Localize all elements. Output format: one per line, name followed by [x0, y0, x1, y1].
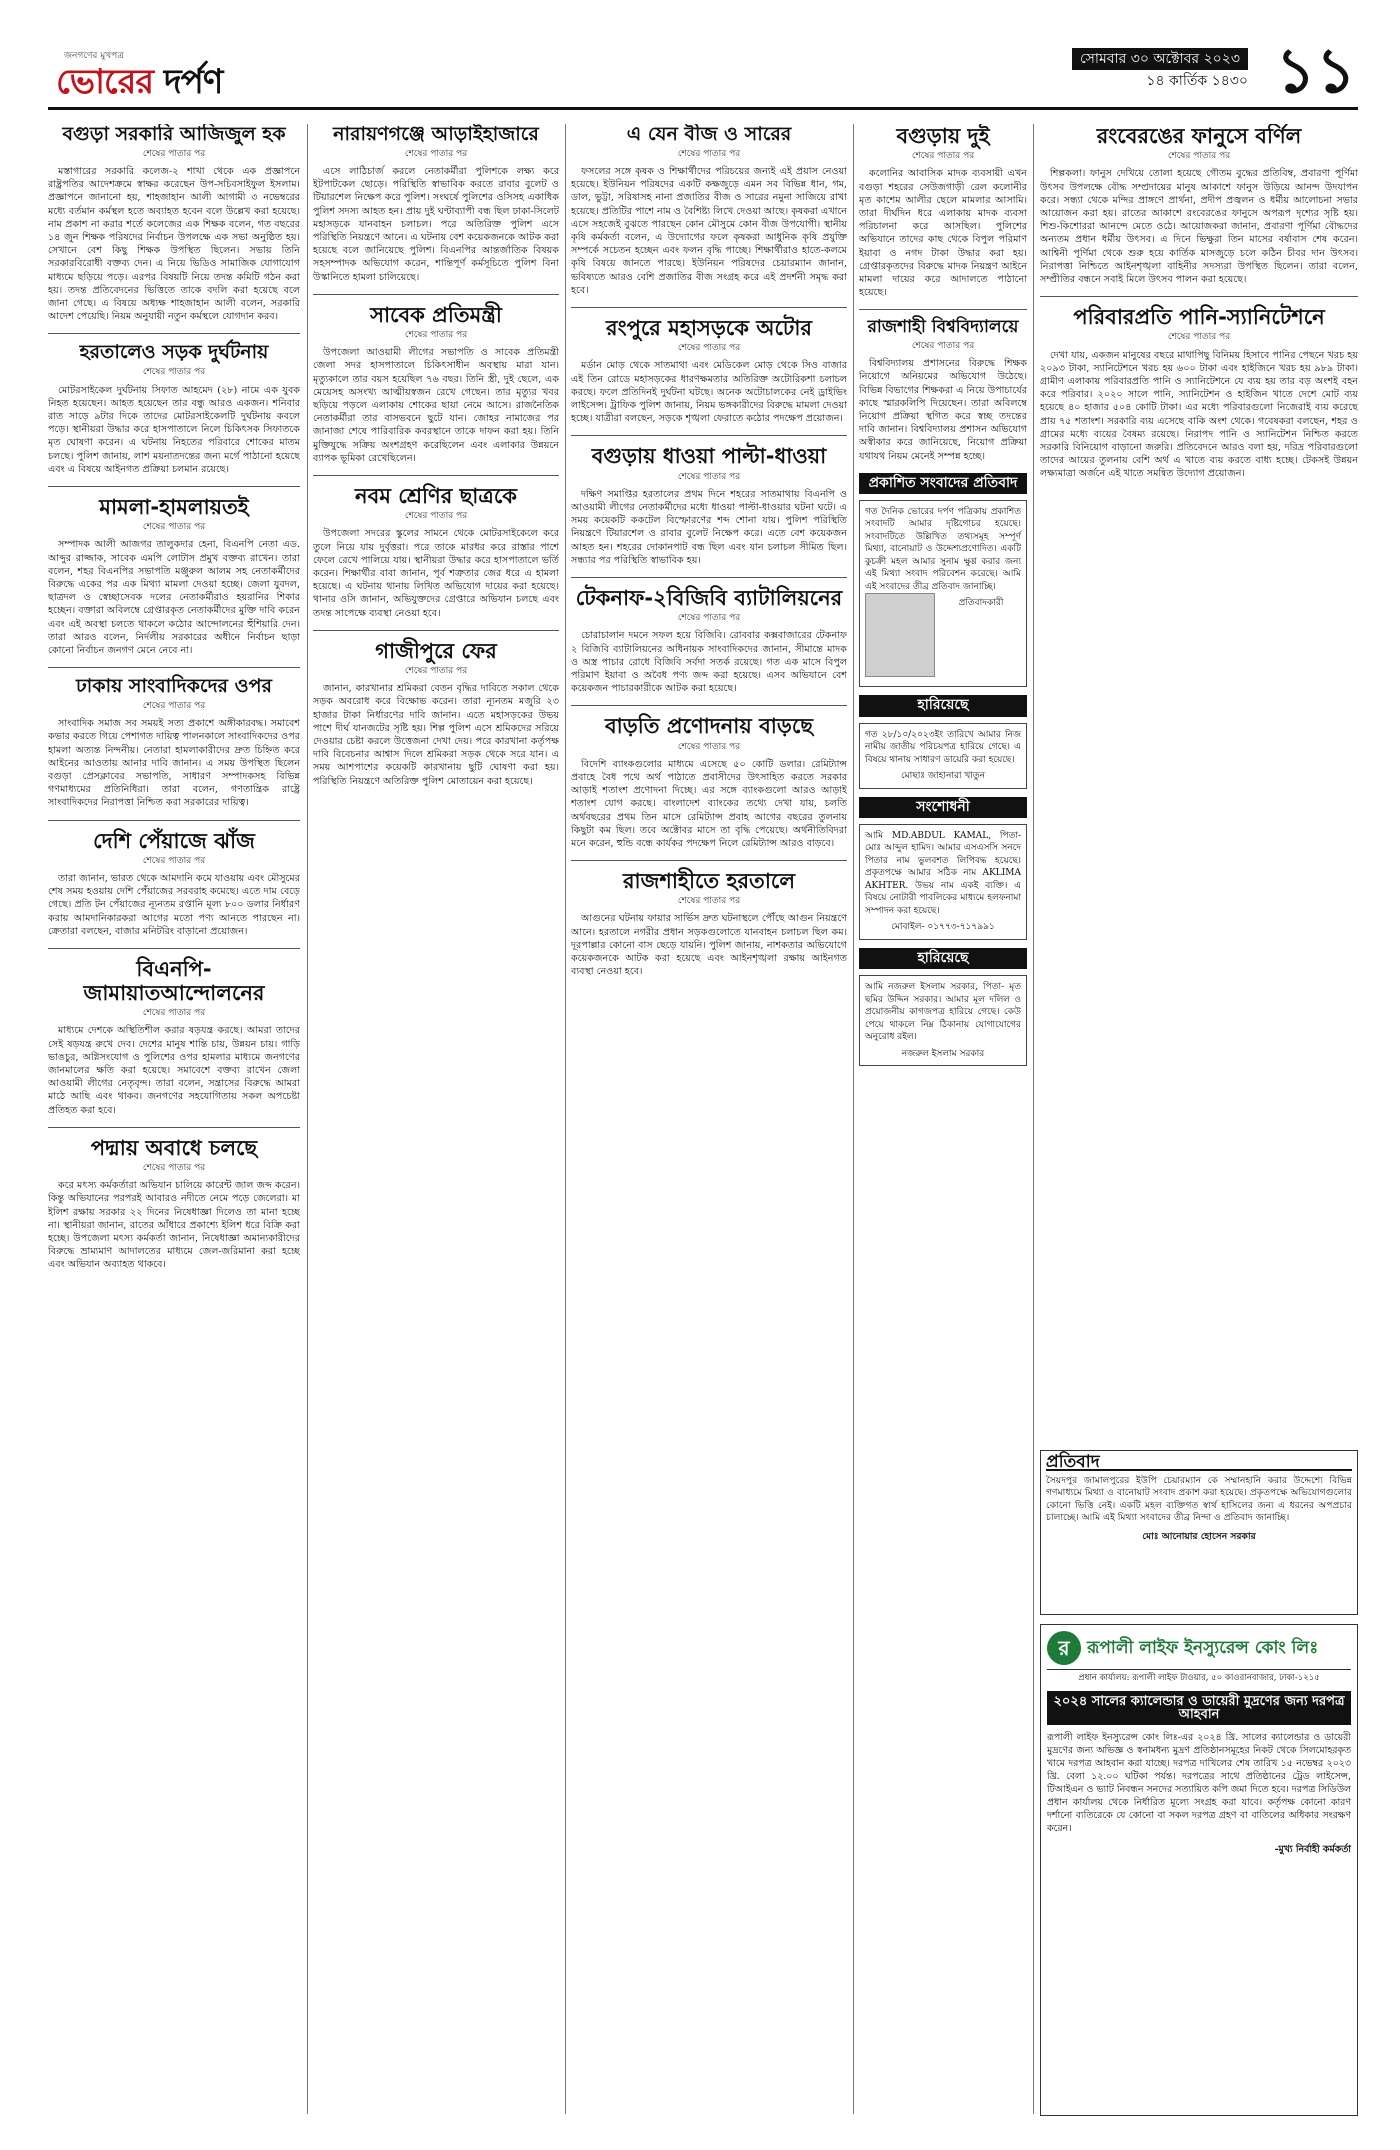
article-teknaf-bgb[interactable]	[571, 586, 847, 695]
continued-label: শেষের পাতার পর	[142, 700, 206, 711]
continued-label: শেষের পাতার পর	[677, 148, 741, 159]
notice-heading: প্রকাশিত সংবাদের প্রতিবাদ	[859, 473, 1027, 494]
continued-label: শেষের পাতার পর	[677, 613, 741, 624]
article-rangpur-auto[interactable]	[571, 316, 847, 425]
notice-heading: হারিয়েছে	[859, 948, 1027, 969]
notice-lost-2[interactable]	[859, 975, 1027, 1066]
continued-label: শেষের পাতার পর	[1167, 332, 1231, 343]
article-ninth-grade-student[interactable]	[313, 484, 559, 620]
date-bengali: সোমবার ৩০ অক্টোবর ২০২৩	[1072, 48, 1248, 70]
headline: বাড়তি প্রণোদনায় বাড়ছে	[604, 714, 814, 739]
ad-body: রূপালী লাইফ ইনস্যুরেন্স কোং লিঃ-এর ২০২৪ খ্রি. সালের ক্যালেন্ডার ও ডায়েরী মুদ্রণের জন্য অভিজ্ঞ ও স্বনামধন্য মুদ্রণ প্রতিষ্ঠানসমূহের নিকট থেকে সিলমোহরকৃত খামে দরপত্র আহবান করা যাচ্ছে। দরপত্র দাখিলের শেষ তারিখ ১৫ নভেম্বর ২০২৩ খ্রি. বেলা ১২.০০ ঘটিকা পর্যন্ত। দরপত্রের সাথে প্রতিষ্ঠানের ট্রেড লাইসেন্স, টিআইএন ও ভ্যাট নিবন্ধন সনদের সত্যায়িত কপি জমা দিতে হবে। দরপত্র সিডিউল প্রধান কার্যালয় থেকে নির্ধারিত মূল্যে সংগ্রহ করা যাবে। কর্তৃপক্ষ কোনো কারণ দর্শানো ব্যতিরেকে যে কোনো বা সকল দরপত্র গ্রহণ বা বাতিলের অধিকার সংরক্ষণ করেন।	[1047, 1732, 1351, 1834]
notice-lost-1[interactable]	[859, 723, 1027, 789]
divider	[571, 435, 847, 436]
article-body: শিল্পকলা। ফানুস দেখিয়ে তোলা হয়েছে গৌতম বুদ্ধের প্রতিবিম্ব, প্রবারণা পূর্ণিমা উৎসব উপলক্ষে বৌদ্ধ সম্প্রদায়ের মানুষ আকাশে ফানুস উড়িয়ে আনন্দ উদযাপন করে। সন্ধ্যা থেকে মন্দির প্রাঙ্গণে প্রার্থনা, প্রদীপ প্রজ্বলন ও ধর্মীয় আলোচনা সভার আয়োজন করা হয়। রাতের আকাশে রংবেরঙের ফানুসে অপরূপ দৃশ্যের সৃষ্টি হয়। শিশু-কিশোররা আনন্দে মেতে ওঠে। আয়োজকরা জানান, প্রবারণা পূর্ণিমা বৌদ্ধদের অন্যতম প্রধান ধর্মীয় উৎসব। এ দিনে ভিক্ষুরা তিন মাসের বর্ষাবাস শেষ করেন। আশ্বিনী পূর্ণিমা থেকে শুরু হয়ে কার্তিক মাসজুড়ে চলে কঠিন চীবর দান উৎসব। নিরাপত্তা নিশ্চিতে আইনশৃঙ্খলা বাহিনীর সদস্যরা উপস্থিত ছিলেন। তারা বলেন, সম্প্রীতির বন্ধনে সবাই মিলে উৎসব পালন করা হয়েছে।	[1040, 168, 1358, 285]
article-remittance-incentive[interactable]	[571, 714, 847, 850]
date-bangla-calendar: ১৪ কার্তিক ১৪৩০	[1146, 73, 1248, 89]
headline: ঢাকায় সাংবাদিকদের ওপর	[76, 675, 272, 698]
divider	[571, 307, 847, 308]
article-body: আগুনের ঘটনায় ফায়ার সার্ভিস দ্রুত ঘটনাস্থলে পৌঁছে আগুন নিয়ন্ত্রণে আনে। হরতালে নগরীর প্রধান সড়কগুলোতে যানবাহন চলাচল ছিল কম। দূরপাল্লার কোনো বাস ছেড়ে যায়নি। পুলিশ জানায়, নাশকতার অভিযোগে কয়েকজনকে আটক করা হয়েছে এবং আইনশৃঙ্খলা রক্ষায় আইনগত ব্যবস্থা নেওয়া হবে।	[571, 913, 847, 978]
continued-label: শেষের পাতার পর	[142, 148, 206, 159]
protest-signature: মোঃ আনোয়ার হোসেন সরকার	[1142, 1530, 1256, 1542]
notice-signature: মোছাঃ জাহানারা খাতুন	[900, 771, 986, 782]
divider	[571, 705, 847, 706]
protest-heading: প্রতিবাদ	[1046, 1456, 1352, 1471]
column-divider	[1033, 124, 1034, 2114]
article-lantern-festival[interactable]	[1040, 124, 1358, 286]
headline: রংপুরে মহাসড়কে অটোর	[606, 316, 812, 341]
divider	[48, 667, 300, 668]
continued-label: শেষের পাতার পর	[142, 1008, 206, 1019]
notice-body: গত ২৮/১০/২০২৩ইং তারিখে আমার নিজ নামীয় জাতীয় পরিচয়পত্র হারিয়ে গেছে। এ বিষয়ে থানায় সাধারণ ডায়েরি করা হয়েছে।	[865, 729, 1021, 765]
column-divider	[853, 124, 854, 2114]
article-bogura-chase[interactable]	[571, 444, 847, 567]
continued-label: শেষের পাতার পর	[911, 340, 975, 351]
company-logo-icon: র	[1047, 1631, 1081, 1665]
article-body: বিদেশি ব্যাংকগুলোর মাধ্যমে এসেছে ৫০ কোটি ডলার। রেমিট্যান্স প্রবাহে বৈধ পথে অর্থ পাঠাতে প্রবাসীদের উৎসাহিত করতে সরকার আড়াই শতাংশ প্রণোদনা দিচ্ছে। এর সঙ্গে ব্যাংকগুলো আরও আড়াই শতাংশ যোগ করছে। বাংলাদেশ ব্যাংকের তথ্যে দেখা যায়, চলতি অর্থবছরের প্রথম তিন মাসে রেমিট্যান্স প্রবাহ আগের বছরের তুলনায় কিছুটা কম ছিল। তবে অক্টোবর মাসে তা বৃদ্ধি পেয়েছে। অর্থনীতিবিদরা মনে করেন, হুন্ডি বন্ধে কার্যকর পদক্ষেপ নিলে রেমিট্যান্স আরও বাড়বে।	[571, 758, 847, 849]
article-body: উপজেলা আওয়ামী লীগের সভাপতি ও সাবেক প্রতিমন্ত্রী জেলা সদর হাসপাতালে চিকিৎসাধীন অবস্থায় মারা যান। মৃত্যুকালে তার বয়স হয়েছিল ৭৬ বছর। তিনি স্ত্রী, দুই ছেলে, এক মেয়েসহ অসংখ্য আত্মীয়স্বজন রেখে গেছেন। তার মৃত্যুর খবর ছড়িয়ে পড়লে এলাকায় শোকের ছায়া নেমে আসে। রাজনৈতিক নেতাকর্মীরা তার বাসভবনে ছুটে যান। জোহর নামাজের পর জানাজা শেষে পারিবারিক কবরস্থানে তাকে দাফন করা হয়। তিনি মুক্তিযুদ্ধে সক্রিয় অংশগ্রহণ করেছিলেন এবং এলাকার উন্নয়নে ব্যাপক ভূমিকা রেখেছিলেন।	[313, 347, 559, 464]
column-divider	[307, 124, 308, 2114]
continued-label: শেষের পাতার পর	[677, 471, 741, 482]
headline: টেকনাফ-২বিজিবি ব্যাটালিয়নের	[575, 586, 843, 610]
article-case-attack[interactable]	[48, 495, 300, 657]
divider	[48, 948, 300, 949]
headline: এ যেন বীজ ও সারের	[626, 124, 792, 145]
article-bogura-two[interactable]	[859, 124, 1027, 299]
article-gazipur[interactable]	[313, 639, 559, 788]
column-4	[859, 124, 1027, 2114]
article-body: করে মৎস্য কর্মকর্তারা অভিযান চালিয়ে কারেন্ট জাল জব্দ করেন। কিন্তু অভিযানের পরপরই আবারও নদীতে নেমে পড়ে জেলেরা। মা ইলিশ রক্ষায় সরকার ২২ দিনের নিষেধাজ্ঞা দিলেও তা মানা হচ্ছে না। স্থানীয়রা জানান, রাতের আঁধারে প্রকাশ্যে ইলিশ ধরে বিক্রি করা হচ্ছে। উপজেলা মৎস্য কর্মকর্তা জানান, নিষেধাজ্ঞা অমান্যকারীদের বিরুদ্ধে ভ্রাম্যমাণ আদালতের মাধ্যমে জেল-জরিমানা করা হচ্ছে এবং অভিযান অব্যাহত থাকবে।	[48, 1180, 300, 1271]
continued-label: শেষের পাতার পর	[142, 855, 206, 866]
notice-correction[interactable]	[859, 824, 1027, 940]
article-rajshahi-university[interactable]	[859, 318, 1027, 462]
newspaper-logo[interactable]	[54, 46, 294, 102]
headline: বগুড়া সরকারি আজিজুল হক	[62, 124, 286, 145]
article-body: ফসলের সঙ্গে কৃষক ও শিক্ষার্থীদের পরিচয়ের জন্যই এই প্রয়াস নেওয়া হয়েছে। ইউনিয়ন পরিষদের একটি কক্ষজুড়ে এমন সব বিভিন্ন ধান, গম, ডাল, ভুট্টা, সরিষাসহ নানা প্রজাতির বীজ ও সারের নমুনা সাজিয়ে রাখা হয়েছে। প্রতিটির পাশে নাম ও বৈশিষ্ট্য লিখে দেওয়া আছে। কৃষকরা এখানে এসে সহজেই বুঝতে পারছেন কোন মৌসুমে কোন বীজ উপযোগী। স্থানীয় কৃষি কর্মকর্তা বলেন, এ উদ্যোগের ফলে কৃষকরা আধুনিক কৃষি প্রযুক্তি সম্পর্কে সচেতন হচ্ছেন এবং ফলন বৃদ্ধি পাচ্ছে। শিক্ষার্থীরাও হাতে-কলমে কৃষি বিষয়ে জানতে পারছে। ইউনিয়ন পরিষদের চেয়ারম্যান জানান, ভবিষ্যতে আরও বেশি প্রজাতির বীজ সংগ্রহ করে এই প্রদর্শনী সমৃদ্ধ করা হবে।	[571, 166, 847, 296]
article-body: মাধ্যমে দেশকে অস্থিতিশীল করার ষড়যন্ত্র করছে। আমরা তাদের সেই ষড়যন্ত্র রুখে দেব। দেশের মানুষ শান্তি চায়, উন্নয়ন চায়। গাড়ি ভাঙচুর, অগ্নিসংযোগ ও পুলিশের ওপর হামলার মাধ্যমে জনগণের জানমালের ক্ষতি করা হয়েছে। সমাবেশে বক্তব্য রাখেন জেলা আওয়ামী লীগের নেতৃবৃন্দ। তারা বলেন, সন্ত্রাসের বিরুদ্ধে আমরা মাঠে আছি এবং থাকব। জনগণের সহযোগিতায় সকল অপচেষ্টা প্রতিহত করা হবে।	[48, 1025, 300, 1116]
masthead	[48, 34, 1358, 110]
notice-body: আমি MD.ABDUL KAMAL, পিতা- মোঃ আব্দুল হামিদ। আমার এসএসসি সনদে পিতার নাম ভুলবশত লিপিবদ্ধ হয়েছে। প্রকৃতপক্ষে আমার সঠিক নাম AKLIMA AKHTER. উভয় নাম একই ব্যক্তি। এ বিষয়ে নোটারী পাবলিকের মাধ্যমে হলফনামা সম্পাদন করা হয়েছে।	[865, 830, 1021, 916]
article-water-sanitation[interactable]	[1040, 305, 1358, 480]
article-former-state-minister[interactable]	[313, 303, 559, 465]
continued-label: শেষের পাতার পর	[404, 511, 468, 522]
notice-heading: সংশোধনী	[859, 797, 1027, 818]
headline: গাজীপুরে ফের	[375, 638, 497, 663]
company-name: রূপালী লাইফ ইনস্যুরেন্স কোং লিঃ	[1087, 1637, 1319, 1658]
article-body: মস্তাগারের সরকারি কলেজ-২ শাখা থেকে এক প্রজ্ঞাপনে রাষ্ট্রপতির আদেশক্রমে স্বাক্ষর করেছেন উপ-সচিবসাইফুল ইসলাম। প্রজ্ঞাপনে জানানো হয়, শাহজাহান আলী আগামী ৩ নভেম্বরের মধ্যে বর্তমান কর্মস্থল হতে অব্যাহত হবেন বলে উল্লেখ করা হয়েছে। নাম প্রকাশ না করার শর্তে কলেজের এক শিক্ষক বলেন, গত বছরের ১৪ জুন শিক্ষক পরিষদের নির্বাচন উপলক্ষে এক সভা অনুষ্ঠিত হয়। সেখানে বেশ কিছু শিক্ষক উপস্থিত ছিলেন। সভায় তিনি সরকারবিরোধী বক্তব্য দেন। এ নিয়ে ভিডিও সামাজিক যোগাযোগ মাধ্যমে ছড়িয়ে পড়ে। এরপর বিষয়টি নিয়ে তদন্ত কমিটি গঠন করা হয়। তদন্ত প্রতিবেদনের ভিত্তিতে তাকে বদলি করা হয়েছে বলে জানা গেছে। এ বিষয়ে অধ্যক্ষ শাহজাহান আলী বলেন, সরকারি আদেশ পেয়েছি। নিয়ম অনুযায়ী নতুন কর্মস্থলে যোগদান করব।	[48, 166, 300, 323]
continued-label: শেষের পাতার পর	[404, 665, 468, 676]
ad-banner: ২০২৪ সালের ক্যালেন্ডার ও ডায়েরী মুদ্রণের জন্য দরপত্র আহবান	[1047, 1691, 1351, 1725]
logo-name: ভোরের দর্পণ	[56, 62, 223, 102]
article-onion-price[interactable]	[48, 829, 300, 938]
article-body: সাংবাদিক সমাজ সব সময়ই সত্য প্রকাশে অঙ্গীকারবদ্ধ। সমাবেশ কভার করতে গিয়ে পেশাগত দায়িত্ব পালনকালে সাংবাদিকদের ওপর হামলা অত্যন্ত নিন্দনীয়। নেতারা হামলাকারীদের দ্রুত চিহ্নিত করে আইনের আওতায় আনার দাবি জানান। এ সময় উপস্থিত ছিলেন বগুড়া প্রেসক্লাবের সভাপতি, সাধারণ সম্পাদকসহ বিভিন্ন গণমাধ্যমের প্রতিনিধিরা। তারা বলেন, গণতান্ত্রিক রাষ্ট্রে সাংবাদিকদের নিরাপত্তা নিশ্চিত করা সরকারের দায়িত্ব।	[48, 718, 300, 809]
notice-body: আমি নজরুল ইসলাম সরকার, পিতা- মৃত ছমির উদ্দিন সরকার। আমার মূল দলিল ও প্রয়োজনীয় কাগজপত্র হারিয়ে গেছে। কেউ পেয়ে থাকলে নিম্ন ঠিকানায় যোগাযোগের অনুরোধ রইল।	[865, 982, 1021, 1043]
continued-label: শেষের পাতার পর	[911, 151, 975, 162]
divider	[571, 860, 847, 861]
article-body: সম্পাদক আলী আজগর তালুকদার হেনা, বিএনপি নেতা এড. আব্দুর রাজ্জাক, সাবেক এমপি লোটাস প্রমুখ বক্তব্য রাখেন। তারা বলেন, শহর বিএনপির সভাপতি মঞ্জুরুল আলম সহ নেতাকর্মীদের বিরুদ্ধে একের পর এক মিথ্যা মামলা দেওয়া হচ্ছে। জেলা যুবদল, ছাত্রদল ও স্বেচ্ছাসেবক দলের নেতাকর্মীরাও হয়রানির শিকার হচ্ছেন। বক্তারা অবিলম্বে গ্রেপ্তারকৃত নেতাকর্মীদের মুক্তি দাবি করেন এবং এই অবস্থা চলতে থাকলে কঠোর আন্দোলনের হুঁশিয়ারি দেন। তারা আরও বলেন, নির্দলীয় সরকারের অধীনে নির্বাচন ছাড়া কোনো নির্বাচন জনগণ মেনে নেবে না।	[48, 539, 300, 656]
article-body: উপজেলা সদরের স্কুলের সামনে থেকে মোটরসাইকেলে করে তুলে নিয়ে যায় দুর্বৃত্তরা। পরে তাকে মারধর করে রাস্তার পাশে ফেলে রেখে পালিয়ে যায়। স্থানীয়রা উদ্ধার করে হাসপাতালে ভর্তি করেন। শিক্ষার্থীর বাবা জানান, পূর্ব শত্রুতার জের ধরে এ হামলা হয়েছে। এ ঘটনায় থানায় লিখিত অভিযোগ দায়ের করা হয়েছে। থানার ওসি জানান, অভিযুক্তদের গ্রেপ্তারে অভিযান চলছে এবং তদন্ত সাপেক্ষে ব্যবস্থা নেওয়া হবে।	[313, 528, 559, 619]
continued-label: শেষের পাতার পর	[1167, 151, 1231, 162]
notice-signature: নজরুল ইসলাম সরকার	[901, 1048, 985, 1059]
tender-advertisement[interactable]	[1040, 1624, 1358, 2116]
continued-label: শেষের পাতার পর	[142, 1163, 206, 1173]
article-body: জানান, কারখানার শ্রমিকরা বেতন বৃদ্ধির দাবিতে সকাল থেকে সড়ক অবরোধ করে বিক্ষোভ করেন। তারা ন্যূনতম মজুরি ২৩ হাজার টাকা নির্ধারণের দাবি জানান। এতে মহাসড়কের উভয় পাশে দীর্ঘ যানজটের সৃষ্টি হয়। শিল্প পুলিশ এসে শ্রমিকদের সরিয়ে দেওয়ার চেষ্টা করলে উত্তেজনা দেখা দেয়। পরে কারখানা কর্তৃপক্ষ দাবি বিবেচনার আশ্বাস দিলে শ্রমিকরা সড়ক থেকে সরে যান। এ সময় আশপাশের কয়েকটি কারখানায় ছুটি ঘোষণা করা হয়। পরিস্থিতি নিয়ন্ত্রণে অতিরিক্ত পুলিশ মোতায়েন করা হয়েছে।	[313, 683, 559, 787]
article-body: দেখা যায়, একজন মানুষের বছরে মাথাপিছু বিনিময় হিসাবে পানির পেছনে খরচ হয় ২০৯৩ টাকা, স্যানিটেশনে খরচ হয় ৬০০ টাকা এবং হাইজিনে খরচ হয় ৯৮৯ টাকা। গ্রামীণ এলাকায় পরিবারপ্রতি পানি ও স্যানিটেশনে যে ব্যয় হয় তার বড় অংশই বহন করে পরিবার। ২০২০ সালে পানি, স্যানিটেশন ও হাইজিন খাতে দেশে মোট ব্যয় হয়েছে ৪০ হাজার ৫০৪ কোটি টাকা। এর মধ্যে পরিবারগুলো নিজেরাই ব্যয় করেছে প্রায় ৭৫ শতাংশ। সরকারি ব্যয় এসেছে বাকি অংশ থেকে। গবেষকরা বলছেন, শহর ও গ্রামের মধ্যে ব্যয়ের বৈষম্য রয়েছে। নিরাপদ পানি ও স্যানিটেশন নিশ্চিত করতে সরকারি বিনিয়োগ বাড়ানো জরুরি। প্রতিবেদনে আরও বলা হয়, দরিদ্র পরিবারগুলো তাদের আয়ের তুলনায় বেশি অর্থ এ খাতে ব্যয় করতে বাধ্য হচ্ছে। টেকসই উন্নয়ন লক্ষ্যমাত্রা অর্জনে এই খাতে সমন্বিত উদ্যোগ প্রয়োজন।	[1040, 349, 1358, 480]
article-rajshahi-hartal[interactable]	[571, 869, 847, 978]
logo-tagline: জনগণের মুখপত্র	[64, 51, 124, 61]
divider	[313, 630, 559, 631]
article-narayanganj[interactable]	[313, 124, 559, 284]
column-5	[1040, 124, 1358, 1442]
column-divider	[565, 124, 566, 2114]
continued-label: শেষের পাতার পর	[677, 741, 741, 752]
article-padma-fishing[interactable]	[48, 1136, 300, 1272]
continued-label: শেষের পাতার পর	[677, 896, 741, 907]
notice-body: গত দৈনিক ভোরের দর্পণ পত্রিকায় প্রকাশিত সংবাদটি আমার দৃষ্টিগোচর হয়েছে। সংবাদটিতে উল্লিখিত তথ্যসমূহ সম্পূর্ণ মিথ্যা, বানোয়াট ও উদ্দেশ্যপ্রণোদিত। একটি কুচক্রী মহল আমার সুনাম ক্ষুণ্ণ করার জন্য এই মিথ্যা সংবাদ পরিবেশন করেছে। আমি এই সংবাদের তীব্র প্রতিবাদ জানাচ্ছি।	[865, 506, 1021, 592]
headline: নারায়ণগঞ্জে আড়াইহাজারে	[333, 124, 539, 145]
column-1	[48, 124, 300, 2114]
continued-label: শেষের পাতার পর	[142, 367, 206, 378]
article-body: চোরাচালান দমনে সফল হয়ে বিজিবি। রোববার কক্সবাজারের টেকনাফ ২ বিজিবি ব্যাটালিয়নের অধিনায়ক সাংবাদিকদের জানান, সীমান্তে মাদক ও অস্ত্র পাচার রোধে বিজিবি সর্বদা সতর্ক রয়েছে। গত এক মাসে বিপুল পরিমাণ ইয়াবা ও অবৈধ পণ্য জব্দ করা হয়েছে। এসব অভিযানে বেশ কয়েকজন পাচারকারীকে আটক করা হয়েছে।	[571, 630, 847, 695]
page-number: ১১	[1275, 34, 1356, 107]
headline: বগুড়ায় দুই	[896, 124, 990, 148]
divider	[313, 294, 559, 295]
headline: রাজশাহী বিশ্ববিদ্যালয়ে	[867, 317, 1019, 338]
divider	[571, 577, 847, 578]
article-body: এসে লাঠিচার্জ করলে নেতাকর্মীরা পুলিশকে লক্ষ্য করে ইটপাটকেল ছোড়ে। পরিস্থিতি স্বাভাবিক করতে রাবার বুলেট ও টিয়ারশেল নিক্ষেপ করে পুলিশ। সংঘর্ষে পুলিশের ওসিসহ একাধিক পুলিশ সদস্য আহত হন। প্রায় দুই ঘণ্টাব্যাপী বন্ধ ছিল ঢাকা-সিলেট মহাসড়কে যানবাহন চলাচল। পরে অতিরিক্ত পুলিশ এসে পরিস্থিতি নিয়ন্ত্রণে আনে। এ ঘটনায় বেশ কয়েকজনকে আটক করা হয়েছে বলে জানিয়েছে পুলিশ। বিএনপির আন্তর্জাতিক বিষয়ক সহসম্পাদক অভিযোগ করেন, শান্তিপূর্ণ কর্মসূচিতে পুলিশ বিনা উস্কানিতে হামলা চালিয়েছে।	[313, 166, 559, 283]
headline: পরিবারপ্রতি পানি-স্যানিটেশনে	[1073, 305, 1325, 330]
continued-label: শেষের পাতার পর	[404, 330, 468, 341]
notice-signature: মোবাইল- ০১৭৭৩-৭১৭৯৯১	[891, 922, 995, 933]
column-3	[571, 124, 847, 2114]
headline: দেশি পেঁয়াজে ঝাঁজ	[93, 828, 255, 853]
ad-header	[1047, 1631, 1351, 1670]
article-body: দক্ষিণ সমাপ্তির হরতালের প্রথম দিনে শহরের সাতমাথায় বিএনপি ও আওয়ামী লীগের নেতাকর্মীদের মধ্যে ধাওয়া পাল্টা-ধাওয়ার ঘটনা ঘটে। এ সময় কয়েকটি ককটেল বিস্ফোরণের শব্দ শোনা যায়। পুলিশ পরিস্থিতি নিয়ন্ত্রণে টিয়ারশেল ও রাবার বুলেট নিক্ষেপ করে। এতে বেশ কয়েকজন আহত হন। শহরের দোকানপাট বন্ধ ছিল এবং যান চলাচল সীমিত ছিল। সন্ধ্যার পর পরিস্থিতি স্বাভাবিক হয়।	[571, 488, 847, 566]
article-body: মোটরসাইকেল দুর্ঘটনায় সিফাত আহমেদ (২৮) নামে এক যুবক নিহত হয়েছেন। আহত হয়েছেন তার বন্ধু আরও একজন। শনিবার রাত সাড়ে ৯টার দিকে তাদের মোটরসাইকেলটি দুর্ঘটনায় কবলে পড়ে। স্থানীয়রা উদ্ধার করে হাসপাতালে নিলে চিকিৎসক সিফাতকে মৃত ঘোষণা করেন। এ ঘটনায় নিহতের পরিবারে শোকের মাতম চলছে। পুলিশ জানায়, লাশ ময়নাতদন্তের জন্য মর্গে পাঠানো হয়েছে এবং এ বিষয়ে আইনগত প্রক্রিয়া চলমান রয়েছে।	[48, 384, 300, 475]
article-body: বিশ্ববিদ্যালয় প্রশাসনের বিরুদ্ধে শিক্ষক নিয়োগে অনিয়মের অভিযোগ উঠেছে। বিভিন্ন বিভাগের শিক্ষকরা এ নিয়ে উপাচার্যের কাছে স্মারকলিপি দিয়েছেন। তারা অবিলম্বে নিয়োগ প্রক্রিয়া স্থগিত করে স্বচ্ছ তদন্তের দাবি জানান। বিশ্ববিদ্যালয় প্রশাসন অভিযোগ অস্বীকার করে জানিয়েছে, নিয়োগ প্রক্রিয়া যথাযথ নিয়ম মেনেই সম্পন্ন হচ্ছে।	[859, 358, 1027, 462]
headline: মামলা-হামলায়তই	[99, 494, 249, 519]
continued-label: শেষের পাতার পর	[142, 522, 206, 533]
divider	[313, 475, 559, 476]
divider	[48, 486, 300, 487]
headline: হরতালেও সড়ক দুর্ঘটনায়	[79, 341, 269, 364]
headline: সাবেক প্রতিমন্ত্রী	[370, 302, 502, 327]
notice-photo	[865, 593, 935, 677]
headline: বগুড়ায় ধাওয়া পাল্টা-ধাওয়া	[591, 444, 827, 469]
divider	[48, 333, 300, 334]
notice-heading: হারিয়েছে	[859, 695, 1027, 716]
column-2	[313, 124, 559, 2114]
continued-label: শেষের পাতার পর	[404, 148, 468, 159]
date-block	[1072, 48, 1248, 92]
divider	[48, 1127, 300, 1128]
protest-notice[interactable]	[1040, 1450, 1358, 1615]
divider	[859, 309, 1027, 310]
continued-label: শেষের পাতার পর	[677, 343, 741, 354]
article-body: মর্ডান মোড় থেকে সাতমাথা এবং মেডিকেল মোড় থেকে সিও বাজার এই তিন রোডে মহাসড়কের ধারণক্ষমতার অতিরিক্ত অটোরিকশা চলাচল করছে। ফলে প্রতিদিনই দুর্ঘটনা ঘটছে। অনেক অটোচালকের নেই ড্রাইভিং লাইসেন্স। ট্রাফিক পুলিশ জানায়, নিয়ম ভঙ্গকারীদের বিরুদ্ধে মামলা দেওয়া হচ্ছে। যাত্রীরা বলছেন, সড়কে শৃঙ্খলা ফেরাতে কঠোর পদক্ষেপ প্রয়োজন।	[571, 360, 847, 425]
article-bnp-jamaat[interactable]	[48, 957, 300, 1117]
article-hartal-accident[interactable]	[48, 342, 300, 475]
headline: পদ্মায় অবাধে চলছে	[90, 1135, 258, 1160]
company-address: প্রধান কার্যালয়: রূপালী লাইফ টাওয়ার, ৫০ কাওরানবাজার, ঢাকা-১২১৫	[1078, 1673, 1320, 1683]
headline: বিএনপি-জামায়াতআন্দোলনের	[83, 956, 265, 1006]
divider	[1040, 296, 1358, 297]
article-body: কলোনির আবাসিক মাদক ব্যবসায়ী এখন বগুড়া শহরের সেউজগাড়ী রেল কলোনীর মৃত কাশেম আলীর ছেলে মামলার আসামি। তারা দীর্ঘদিন ধরে এলাকায় মাদক ব্যবসা পরিচালনা করে আসছিল। পুলিশের অভিযানে তাদের কাছ থেকে বিপুল পরিমাণ ইয়াবা ও নগদ টাকা উদ্ধার করা হয়। গ্রেপ্তারকৃতদের বিরুদ্ধে মাদক নিয়ন্ত্রণ আইনে মামলা দায়ের করে আদালতে পাঠানো হয়েছে।	[859, 168, 1027, 299]
ad-signatory: -মুখ্য নির্বাহী কর্মকর্তা	[1274, 1844, 1351, 1855]
headline: রংবেরঙের ফানুসে বর্ণিল	[1096, 124, 1302, 148]
headline: নবম শ্রেণির ছাত্রকে	[355, 484, 517, 509]
notice-signature: প্রতিবাদকারী	[958, 598, 1004, 609]
protest-body: সৈয়দপুর জামালপুরের ইউপি চেয়ারম্যান কে সম্মানহানি করার উদ্দেশ্যে বিভিন্ন গণমাধ্যমে মিথ্যা ও বানোয়াট সংবাদ প্রকাশ করা হয়েছে। প্রকৃতপক্ষে অভিযোগগুলোর কোনো ভিত্তি নেই। একটি মহল ব্যক্তিগত স্বার্থ হাসিলের জন্য এ ধরনের অপপ্রচার চালাচ্ছে। আমি এই মিথ্যা সংবাদের তীব্র নিন্দা ও প্রতিবাদ জানাচ্ছি।	[1046, 1474, 1352, 1524]
notice-protest-news[interactable]	[859, 500, 1027, 688]
article-seed-fertilizer[interactable]	[571, 124, 847, 297]
article-journalists-dhaka[interactable]	[48, 676, 300, 809]
article-body: তারা জানান, ভারত থেকে আমদানি কমে যাওয়ায় এবং মৌসুমের শেষ সময় হওয়ায় দেশি পেঁয়াজের সরবরাহ কমেছে। এতে দাম বেড়ে গেছে। প্রতি টন পেঁয়াজের ন্যূনতম রপ্তানি মূল্য ৮০০ ডলার নির্ধারণ করায় আমদানিকারকরা আগের মতো পণ্য আনতে পারছেন না। ক্রেতারা বলছেন, বাজার মনিটরিং বাড়ানো প্রয়োজন।	[48, 872, 300, 937]
divider	[48, 820, 300, 821]
headline: রাজশাহীতে হরতালে	[622, 869, 795, 894]
article-bogura-college[interactable]	[48, 124, 300, 323]
